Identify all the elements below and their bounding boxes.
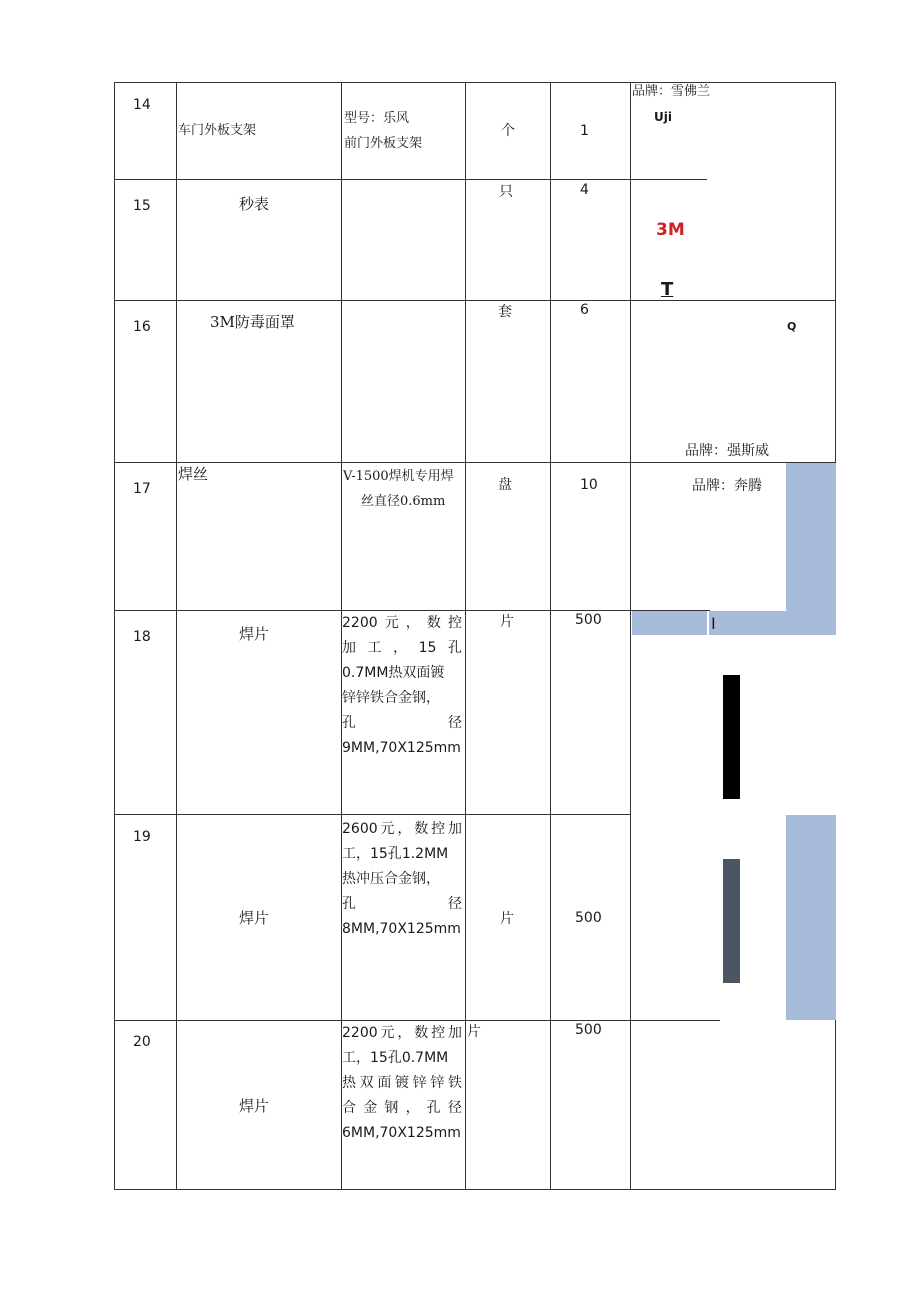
item-unit: 个 xyxy=(501,123,515,139)
item-qty: 500 xyxy=(575,612,602,628)
3m-logo: 3M xyxy=(656,220,685,240)
strip-gap xyxy=(707,611,709,635)
brand-mark: Q xyxy=(787,320,797,333)
item-unit: 片 xyxy=(500,911,514,927)
row-number: 20 xyxy=(133,1034,151,1050)
item-spec: 丝直径0.6mm xyxy=(361,494,446,509)
item-name: 焊丝 xyxy=(178,465,209,483)
item-spec: 合金钢，孔径 xyxy=(342,1100,462,1116)
item-unit: 片 xyxy=(467,1024,481,1040)
item-spec: 2600元，数控加 xyxy=(342,821,462,837)
row-number: 19 xyxy=(133,829,151,845)
row-number: 18 xyxy=(133,629,151,645)
row-number: 15 xyxy=(133,198,151,214)
item-spec-block xyxy=(342,1021,462,1146)
row-number: 17 xyxy=(133,481,151,497)
item-name: 焊片 xyxy=(239,625,270,643)
item-spec: 工，15孔1.2MM xyxy=(342,846,449,862)
item-spec: 孔径 xyxy=(342,715,462,731)
item-spec: 热冲压合金钢， xyxy=(342,871,440,887)
item-qty: 500 xyxy=(575,910,602,926)
item-unit: 套 xyxy=(498,304,512,320)
item-spec: V-1500焊机专用焊 xyxy=(343,469,454,484)
item-name: 车门外板支架 xyxy=(178,123,257,138)
item-spec-block xyxy=(342,611,462,761)
item-name: 焊片 xyxy=(239,909,270,927)
item-qty: 10 xyxy=(580,477,598,493)
item-unit: 盘 xyxy=(498,477,512,493)
row-number: 14 xyxy=(133,97,151,113)
item-unit: 只 xyxy=(499,184,513,200)
item-spec: 热双面镀锌锌铁 xyxy=(342,1075,462,1091)
highlight-block-lower xyxy=(786,815,836,1020)
black-bar xyxy=(723,675,740,799)
item-qty: 4 xyxy=(580,182,589,198)
item-spec: 锌锌铁合金钢， xyxy=(342,690,440,706)
item-spec: 前门外板支架 xyxy=(344,136,423,151)
highlight-strip xyxy=(632,611,836,635)
slate-bar xyxy=(723,859,740,983)
item-brand: 品牌：奔腾 xyxy=(692,478,762,494)
item-spec: 8MM,70X125mm xyxy=(342,921,461,937)
item-spec: 6MM,70X125mm xyxy=(342,1125,461,1141)
item-spec: 加工，15孔 xyxy=(342,640,462,656)
item-spec: 2200元，数控 xyxy=(342,615,462,631)
brand-logo-text: Uji xyxy=(654,110,672,124)
item-unit: 片 xyxy=(500,614,514,630)
item-qty: 500 xyxy=(575,1022,602,1038)
item-brand: 品牌：强斯威 xyxy=(685,443,769,459)
item-spec: 型号：乐风 xyxy=(344,111,410,126)
row-number: 16 xyxy=(133,319,151,335)
brand-mark: I xyxy=(711,614,716,633)
item-spec: 2200元，数控加 xyxy=(342,1025,462,1041)
item-spec: 工，15孔0.7MM xyxy=(342,1050,449,1066)
item-brand: 品牌：雪佛兰 xyxy=(632,84,711,99)
item-qty: 1 xyxy=(580,123,589,139)
highlight-block-right xyxy=(786,463,836,635)
item-name: 焊片 xyxy=(239,1097,270,1115)
item-qty: 6 xyxy=(580,302,589,318)
brand-mark: T xyxy=(661,279,674,300)
item-name: 3M防毒面罩 xyxy=(210,313,295,331)
item-spec-block xyxy=(342,817,462,942)
item-spec: 9MM,70X125mm xyxy=(342,740,461,756)
item-spec: 孔径 xyxy=(342,896,462,912)
item-spec: 0.7MM热双面镀 xyxy=(342,665,445,681)
item-name: 秒表 xyxy=(239,195,270,213)
